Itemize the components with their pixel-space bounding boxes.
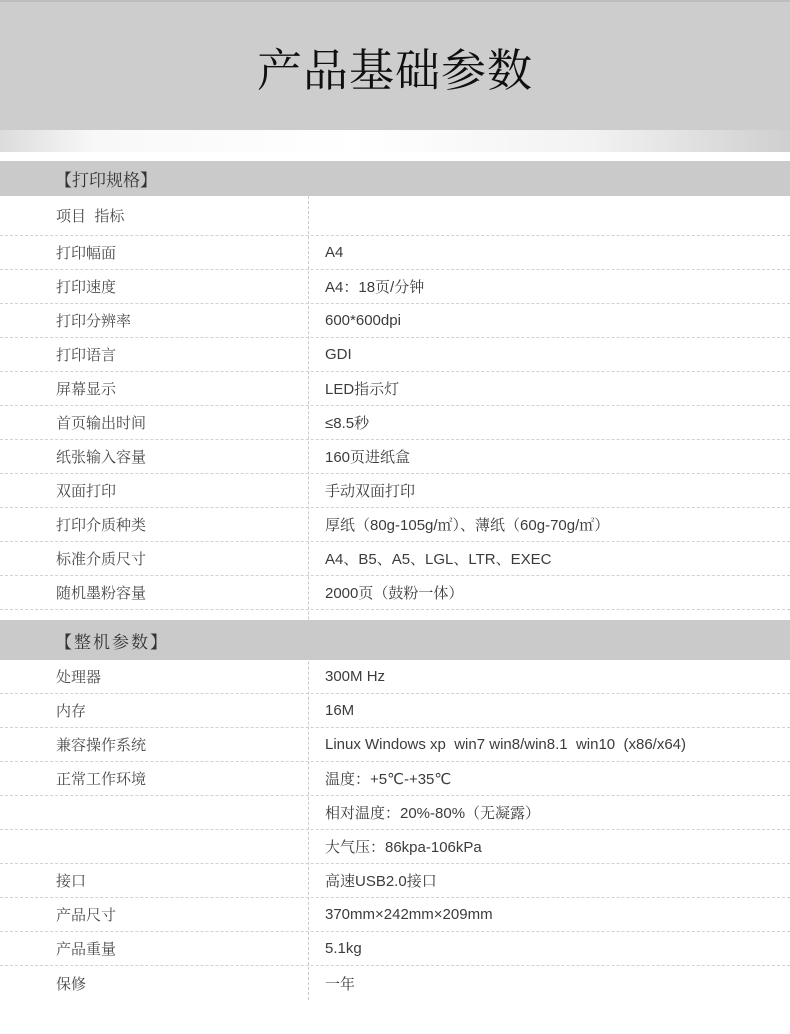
spec-value: 相对温度：20%-80%（无凝露）: [325, 805, 541, 822]
spec-value: LED指示灯: [325, 381, 400, 398]
spec-value: 2000页（鼓粉一体）: [325, 585, 464, 602]
section-heading-print-specs: 【打印规格】: [0, 161, 790, 196]
spec-row: [0, 728, 790, 762]
gradient-divider-band: [0, 130, 790, 152]
spec-label: 正常工作环境: [56, 771, 147, 788]
spec-value: 300M Hz: [325, 668, 386, 685]
bottom-whitespace: [0, 1000, 790, 1034]
spec-label: 双面打印: [56, 483, 117, 500]
spec-label: 产品尺寸: [56, 907, 117, 924]
spec-label: 纸张输入容量: [56, 449, 147, 466]
spec-row: [0, 474, 790, 508]
spec-label: 屏幕显示: [56, 381, 117, 398]
spec-row: [0, 440, 790, 474]
machine-params-table: [0, 660, 790, 1000]
title-banner: [0, 0, 790, 130]
spec-content: [0, 161, 790, 1000]
spec-row: [0, 898, 790, 932]
spec-label: 打印语言: [56, 347, 117, 364]
spec-value: 高速USB2.0接口: [325, 873, 437, 890]
spec-value: A4：18页/分钟: [325, 279, 425, 296]
spec-label: 打印介质种类: [56, 517, 147, 534]
spec-label: 产品重量: [56, 941, 117, 958]
spec-value: 160页进纸盒: [325, 449, 411, 466]
spacer: [0, 152, 790, 161]
spec-row: [0, 236, 790, 270]
spec-label: 打印分辨率: [56, 313, 132, 330]
section-gap: [0, 610, 790, 620]
spec-value: 大气压：86kpa-106kPa: [325, 839, 482, 856]
spec-label: 打印幅面: [56, 245, 117, 262]
spec-label: 处理器: [56, 669, 102, 686]
spec-row: [0, 932, 790, 966]
spec-value: 温度：+5℃-+35℃: [325, 771, 452, 788]
spec-row: [0, 372, 790, 406]
spec-value: 600*600dpi: [325, 312, 401, 329]
spec-row: [0, 864, 790, 898]
spec-label: 接口: [56, 873, 87, 890]
spec-label: 首页输出时间: [56, 415, 147, 432]
spec-value: 370mm×242mm×209mm: [325, 906, 493, 923]
spec-label: 内存: [56, 703, 87, 720]
spec-value: 5.1kg: [325, 940, 362, 957]
spec-value: 手动双面打印: [325, 483, 416, 500]
spec-row: [0, 542, 790, 576]
spec-value: Linux Windows xp win7 win8/win8.1 win10 (x86/x64): [325, 736, 687, 753]
spec-row: [0, 660, 790, 694]
spec-row: [0, 966, 790, 1000]
spec-label: 随机墨粉容量: [56, 585, 147, 602]
spec-label: 打印速度: [56, 279, 117, 296]
spec-row: [0, 304, 790, 338]
spec-row: [0, 406, 790, 440]
spec-row: [0, 796, 790, 830]
spec-label: 项目 指标: [56, 208, 125, 225]
spec-value: ≤8.5秒: [325, 415, 370, 432]
page-title: 产品基础参数: [256, 44, 533, 96]
spec-value: A4: [325, 244, 344, 261]
spec-row: [0, 196, 790, 236]
print-specs-table: [0, 196, 790, 610]
spec-label: 保修: [56, 975, 87, 993]
spec-value: 一年: [325, 975, 356, 993]
spec-row: [0, 508, 790, 542]
section-heading-machine-params: 【整机参数】: [0, 620, 790, 660]
spec-row: [0, 338, 790, 372]
spec-row: [0, 694, 790, 728]
spec-value: A4、B5、A5、LGL、LTR、EXEC: [325, 551, 552, 568]
spec-label: 标准介质尺寸: [56, 551, 147, 568]
spec-label: 兼容操作系统: [56, 737, 147, 754]
spec-value: 厚纸（80g-105g/㎡）、薄纸（60g-70g/㎡）: [325, 517, 610, 534]
spec-row: [0, 762, 790, 796]
spec-row: [0, 830, 790, 864]
spec-value: 16M: [325, 702, 355, 719]
spec-row: [0, 576, 790, 610]
spec-value: GDI: [325, 346, 352, 363]
spec-row: [0, 270, 790, 304]
